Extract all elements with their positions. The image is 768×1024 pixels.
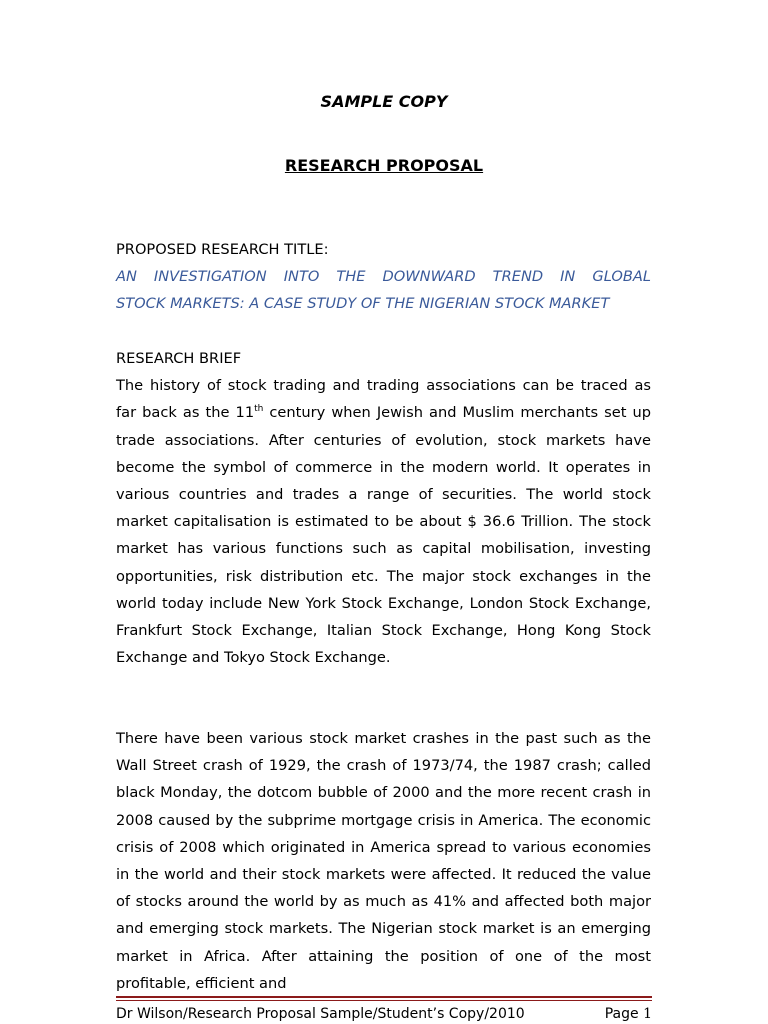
footer-page-number: 1: [643, 1006, 652, 1022]
research-brief-section: [116, 345, 651, 671]
brief-paragraph-1-start: The history of stock trading and trading associations can be traced as far back as the 11: [116, 377, 651, 422]
superscript-th: th: [254, 404, 264, 415]
footer-text: Dr Wilson/Research Proposal Sample/Student’s Copy/2010: [116, 1006, 525, 1022]
brief-paragraph-1: [116, 372, 651, 671]
footer-rule-thin: [116, 1000, 652, 1001]
research-brief-heading: RESEARCH BRIEF: [116, 350, 242, 367]
proposed-title-heading: PROPOSED RESEARCH TITLE:: [116, 241, 329, 258]
brief-paragraph-2: There have been various stock market crashes in the past such as the Wall Street crash of 1929, the crash of 1973/74, the 1987 crash; called black Monday, the dotcom bubble of 2000 and the more recent crash in 2008 caused by the subprime mortgage crisis in America. The economic crisis of 2008 which originated in America spread to various economies in the world and their stock markets were affected. It reduced the value of stocks around the world by as much as 41% and affected both major and emerging stock markets. The Nigerian stock market is an emerging market in Africa. After attaining the position of one of the most profitable, efficient and: [116, 730, 651, 992]
proposed-title-line-2: STOCK MARKETS: A CASE STUDY OF THE NIGERIAN STOCK MARKET: [116, 295, 610, 313]
proposed-title-section: [116, 236, 651, 318]
sample-copy-label: SAMPLE COPY: [320, 92, 448, 111]
document-title-text: RESEARCH PROPOSAL: [284, 156, 484, 175]
proposed-title-line-1: AN INVESTIGATION INTO THE DOWNWARD TREND IN GLOBAL: [116, 268, 651, 286]
footer-page-indicator: [605, 1004, 652, 1024]
brief-paragraph-1-rest: century when Jewish and Muslim merchants set up trade associations. After centuries of evolution, stock markets have become the symbol of commerce in the modern world. It operates in various countries and trades a range of securities. The world stock market capitalisation is estimated to be about $ 36.6 Trillion. The stock market has various functions such as capital mobilisation, investing opportunities, risk distribution etc. The major stock exchanges in the world today include New York Stock Exchange, London Stock Exchange, Frankfurt Stock Exchange, Italian Stock Exchange, Hong Kong Stock Exchange and Tokyo Stock Exchange.: [116, 404, 651, 667]
footer-rule-thick: [116, 996, 652, 998]
footer-page-label: Page: [604, 1006, 639, 1022]
document-title: [0, 152, 768, 180]
brief-paragraph-2-section: [116, 725, 651, 997]
